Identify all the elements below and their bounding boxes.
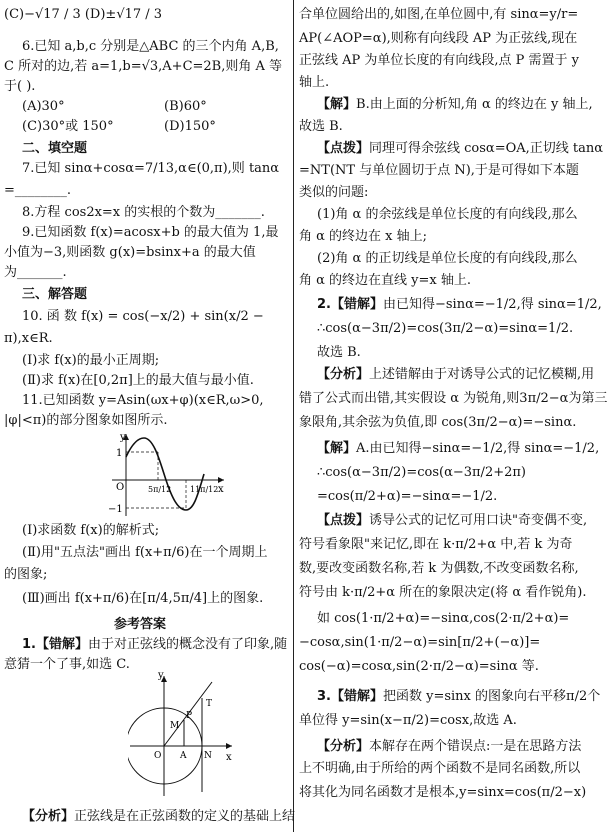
a1-analysis-text: 正弦线是在正弦函数的定义的基础上结	[74, 809, 296, 824]
section-solve-heading: 三、解答题	[22, 287, 88, 302]
q11-line2: |φ|<π)的部分图象如图所示.	[4, 413, 168, 428]
q7-line1: 7.已知 sinα+cosα=7/13,α∈(0,π),则 tanα	[22, 161, 280, 176]
r-line-8: =NT(NT 与单位圆切于点 N),于是可得如下本题	[299, 163, 579, 178]
a1-tip-text: 同理可得余弦线 cosα=OA,正切线 tanα	[369, 141, 604, 156]
r-line-21: ∴cos(α−3π/2)=cos(α−3π/2+2π)	[317, 465, 526, 480]
a2-solution-text: A.由已知得−sinα=−1/2,得 sinα=−1/2,	[356, 441, 600, 456]
graph-tick-11pi12: 11π/12	[190, 485, 219, 494]
r-line-17	[317, 366, 594, 384]
r-line-32	[317, 738, 581, 756]
circle-point-t: T	[206, 699, 213, 709]
r-line-24: 符号看象限"来记忆,即在 k·π/2+α 中,若 k 为奇	[299, 537, 573, 552]
q11-part1: (Ⅰ)求函数 f(x)的解析式;	[22, 523, 160, 538]
q6-line3: 于( ).	[4, 79, 36, 94]
a2-error-text: 由已知得−sinα=−1/2,得 sinα=1/2,	[382, 297, 602, 312]
q9-line3: 为_______.	[4, 265, 67, 280]
q8: 8.方程 cos2x=x 的实根的个数为_______.	[22, 205, 265, 220]
r-line-15: ∴cos(α−3π/2)=cos(3π/2−α)=sinα=1/2.	[317, 321, 574, 336]
r-line-20	[317, 440, 599, 458]
q11-line1: 11.已知函数 y=Asin(ωx+φ)(x∈R,ω>0,	[22, 393, 264, 408]
r-line-33: 上不明确,由于所给的两个函数不是同名函数,所以	[299, 761, 581, 776]
r-line-3: 正弦线 AP 为单位长度的有向线段,点 P 需置于 y	[299, 53, 580, 68]
circle-x-label: x	[226, 752, 232, 763]
circle-point-m: M	[170, 721, 180, 731]
a2-error-tag: 2.【错解】	[317, 297, 383, 312]
a1-error-tag: 1.【错解】	[22, 637, 88, 652]
a1-line2: 意猜一个了事,如选 C.	[4, 657, 130, 672]
r-line-14	[317, 296, 602, 314]
column-divider	[293, 0, 294, 832]
graph-neg-one-label: −1	[108, 504, 123, 515]
q9-line1: 9.已知函数 f(x)=acosx+b 的最大值为 1,最	[22, 225, 279, 240]
q6-line2: C 所对的边,若 a=1,b=√3,A+C=2B,则角 A 等	[4, 59, 283, 74]
q10-part1: (Ⅰ)求 f(x)的最小正周期;	[22, 353, 160, 368]
r-line-11: 角 α 的终边在 x 轴上;	[299, 229, 428, 244]
circle-y-label: y	[158, 670, 164, 681]
a2-analysis-text: 上述错解由于对诱导公式的记忆模糊,用	[369, 367, 595, 382]
a3-error-text: 把函数 y=sinx 的图象向右平移π/2个	[382, 689, 601, 704]
graph-y-label: y	[120, 432, 126, 443]
a1-solution-text: B.由上面的分析知,角 α 的终边在 y 轴上,	[356, 97, 593, 112]
q5-options-cd: (C)−√17 / 3 (D)±√17 / 3	[4, 7, 163, 22]
r-line-25: 数,要改变函数名称,若 k 为偶数,不改变函数名称,	[299, 561, 579, 576]
r-line-6: 故选 B.	[299, 119, 343, 134]
graph-tick-5pi12: 5π/12	[148, 485, 172, 494]
section-fill-blank-heading: 二、填空题	[22, 141, 88, 156]
a2-solution-tag: 【解】	[317, 441, 357, 456]
circle-point-p: P	[186, 711, 193, 721]
a2-tip-text: 诱导公式的记忆可用口诀"奇变偶不变,	[369, 513, 588, 528]
q11-part2-line2: 的图象;	[4, 567, 48, 582]
a2-tip-tag: 【点拨】	[317, 513, 370, 528]
r-line-2: AP(∠AOP=α),则称有向线段 AP 为正弦线,现在	[299, 31, 578, 46]
graph-x-label: x	[218, 484, 224, 495]
q11-part3: (Ⅲ)画出 f(x+π/6)在[π/4,5π/4]上的图象.	[22, 591, 264, 606]
r-line-16: 故选 B.	[317, 345, 361, 360]
q10-part2: (Ⅱ)求 f(x)在[0,2π]上的最大值与最小值.	[22, 373, 254, 388]
q10-line1: 10. 函 数 f(x) = cos(−x/2) + sin(x/2 −	[22, 309, 264, 324]
r-line-13: 角 α 的终边在直线 y=x 轴上.	[299, 273, 472, 288]
r-line-31: 单位得 y=sin(x−π/2)=cosx,故选 A.	[299, 713, 517, 728]
sine-graph-figure	[108, 430, 228, 520]
q11-part2-line1: (Ⅱ)用"五点法"画出 f(x+π/6)在一个周期上	[22, 545, 268, 560]
r-line-30	[317, 688, 600, 706]
r-line-22: =cos(π/2+α)=−sinα=−1/2.	[317, 489, 498, 504]
q10-line2: π),x∈R.	[4, 331, 53, 346]
r-line-29: cos(−α)=cosα,sin(2·π/2−α)=sinα 等.	[299, 659, 539, 674]
r-line-4: 轴上.	[299, 75, 330, 90]
q6-option-c: (C)30°或 150°	[22, 119, 114, 134]
r-line-27: 如 cos(1·π/2+α)=−sinα,cos(2·π/2+α)=	[317, 611, 570, 626]
a2-analysis-tag: 【分析】	[317, 367, 370, 382]
r-line-23	[317, 512, 587, 530]
circle-origin-label: O	[154, 751, 162, 761]
q6-option-a: (A)30°	[22, 99, 65, 114]
a1-error-text: 由于对正弦线的概念没有了印象,随	[87, 637, 288, 652]
a1-analysis-tag: 【分析】	[22, 809, 75, 824]
a1-line1	[22, 636, 287, 654]
q7-line2: =________.	[4, 183, 72, 198]
a3-error-tag: 3.【错解】	[317, 689, 383, 704]
a3-analysis-text: 本解存在两个错误点:一是在思路方法	[369, 739, 582, 754]
graph-origin-label: O	[116, 482, 125, 493]
q9-line2: 小值为−3,则函数 g(x)=bsinx+a 的最大值	[4, 245, 256, 260]
q6-line1: 6.已知 a,b,c 分别是△ABC 的三个内角 A,B,	[22, 39, 279, 54]
graph-one-label: 1	[116, 448, 123, 459]
r-line-1: 合单位圆给出的,如图,在单位圆中,有 sinα=y/r=	[299, 7, 579, 22]
r-line-19: 象限角,其余弦为负值,即 cos(3π/2−α)=−sinα.	[299, 415, 577, 430]
r-line-5	[317, 96, 593, 114]
r-line-34: 将其化为同名函数才是根本,y=sinx=cos(π/2−x)	[299, 785, 587, 800]
r-line-10: (1)角 α 的余弦线是单位长度的有向线段,那么	[317, 207, 578, 222]
q6-option-d: (D)150°	[164, 119, 216, 134]
a1-solution-tag: 【解】	[317, 97, 357, 112]
r-line-12: (2)角 α 的正切线是单位长度的有向线段,那么	[317, 251, 578, 266]
a1-tip-tag: 【点拨】	[317, 141, 370, 156]
r-line-9: 类似的问题:	[299, 185, 369, 200]
a3-analysis-tag: 【分析】	[317, 739, 370, 754]
r-line-7	[317, 140, 603, 158]
r-line-26: 符号由 k·π/2+α 所在的象限决定(将 α 看作锐角).	[299, 585, 587, 600]
a1-analysis-line	[22, 808, 295, 826]
reference-answers-title: 参考答案	[114, 617, 167, 632]
r-line-28: −cosα,sin(1·π/2−α)=sin[π/2+(−α)]=	[299, 635, 541, 650]
unit-circle-figure	[128, 668, 238, 798]
circle-point-n: N	[204, 751, 212, 761]
r-line-18: 错了公式而出错,其实假设 α 为锐角,则3π/2−α为第三	[299, 391, 608, 406]
q6-option-b: (B)60°	[164, 99, 207, 114]
circle-point-a: A	[180, 751, 187, 761]
